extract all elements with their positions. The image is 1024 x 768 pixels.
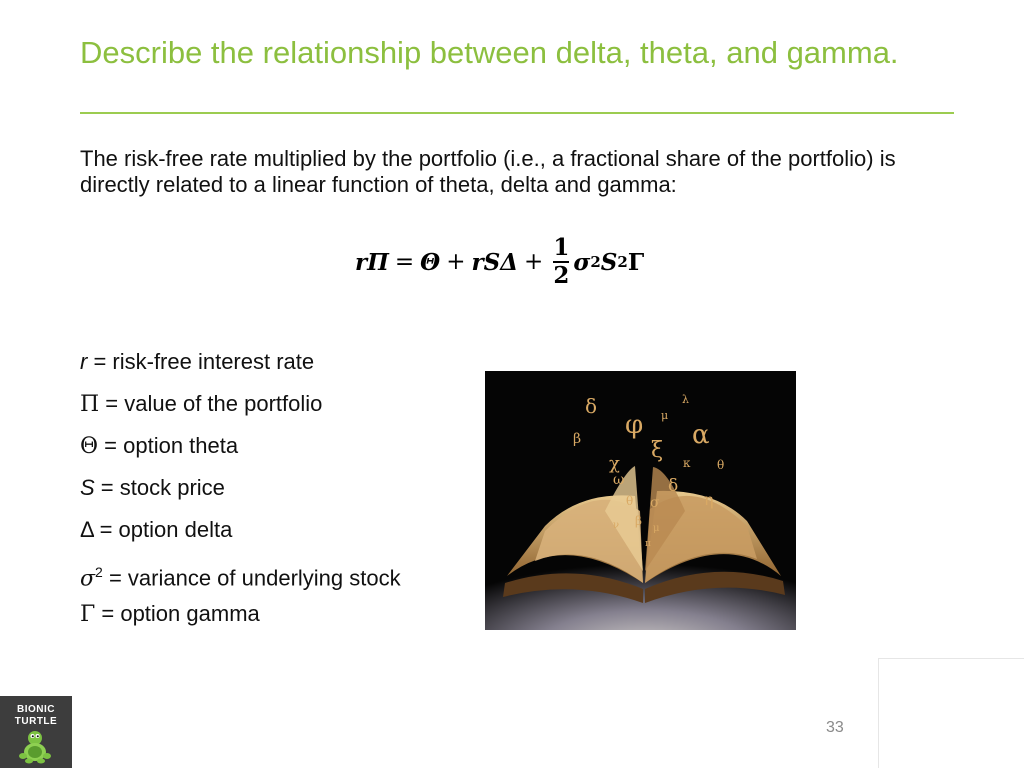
definition-symbol: Δ bbox=[80, 517, 94, 542]
definition-symbol: Γ bbox=[80, 602, 96, 627]
intro-paragraph: The risk-free rate multiplied by the portfolio (i.e., a fractional share of the portfolio) is directly related to a linear function of theta, delta and gamma: bbox=[80, 146, 896, 197]
equation-sigma-exponent: 2 bbox=[590, 253, 601, 271]
equation-plus-1: + bbox=[446, 249, 466, 275]
definition-item bbox=[80, 554, 401, 596]
greek-glyph: η bbox=[704, 490, 714, 509]
greek-glyph: φ bbox=[625, 410, 644, 440]
definition-text: = variance of underlying stock bbox=[102, 565, 401, 591]
definition-text: = stock price bbox=[94, 475, 225, 500]
equation bbox=[355, 226, 644, 298]
logo-line-1: BIONIC bbox=[17, 704, 55, 715]
greek-glyph: δ bbox=[585, 394, 598, 418]
book-photo bbox=[485, 371, 796, 630]
greek-glyph: θ bbox=[717, 458, 725, 472]
definition-text: = option delta bbox=[93, 517, 233, 542]
definition-symbol: Π bbox=[80, 392, 100, 417]
definition-list bbox=[80, 344, 401, 638]
equation-plus-2: + bbox=[524, 249, 544, 275]
definition-symbol-exponent: 2 bbox=[95, 564, 103, 580]
greek-glyph: δ bbox=[668, 476, 679, 496]
definition-item bbox=[80, 344, 401, 386]
fraction-numerator: 1 bbox=[553, 234, 570, 261]
definition-item bbox=[80, 596, 401, 638]
definition-text: = risk-free interest rate bbox=[87, 349, 315, 374]
book-illustration bbox=[485, 371, 796, 630]
page-number: 33 bbox=[826, 719, 844, 736]
greek-glyph: μ bbox=[661, 409, 669, 422]
greek-glyph: α bbox=[692, 420, 710, 450]
definition-text: = option theta bbox=[98, 433, 239, 458]
equation-rsdelta: rSΔ bbox=[471, 248, 519, 276]
equation-s-exponent: 2 bbox=[617, 253, 628, 271]
equation-sigma: σ bbox=[573, 248, 591, 276]
logo-text bbox=[0, 704, 72, 728]
greek-glyph: θ bbox=[626, 494, 634, 508]
greek-glyph: κ bbox=[683, 456, 691, 470]
definition-text: = value of the portfolio bbox=[99, 391, 323, 416]
definition-symbol: σ bbox=[80, 566, 96, 592]
greek-glyph: χ bbox=[609, 453, 620, 474]
equation-s: S bbox=[600, 248, 618, 276]
definition-symbol: S bbox=[80, 475, 95, 500]
bionic-turtle-logo bbox=[0, 696, 72, 768]
greek-glyph: μ bbox=[653, 523, 660, 534]
definition-item bbox=[80, 470, 401, 512]
equation-fraction bbox=[553, 235, 569, 289]
greek-glyph: ν bbox=[613, 520, 620, 531]
turtle-icon bbox=[18, 730, 54, 764]
greek-glyph: ξ bbox=[651, 438, 664, 463]
slide-title: Describe the relationship between delta, theta, and gamma. bbox=[80, 35, 899, 70]
greek-glyph: π bbox=[645, 539, 651, 549]
definition-item bbox=[80, 512, 401, 554]
greek-glyph: β bbox=[573, 431, 582, 447]
greek-glyph: β bbox=[635, 514, 642, 528]
definition-item bbox=[80, 428, 401, 470]
definition-symbol: r bbox=[80, 349, 88, 374]
fraction-denominator: 2 bbox=[553, 262, 570, 289]
greek-glyph: ω bbox=[613, 472, 625, 488]
corner-placeholder bbox=[878, 658, 1024, 768]
definition-item bbox=[80, 386, 401, 428]
definition-symbol: Θ bbox=[80, 434, 99, 459]
equation-gamma: Γ bbox=[627, 248, 645, 276]
greek-glyph: σ bbox=[650, 495, 660, 511]
logo-line-2: TURTLE bbox=[14, 716, 58, 727]
greek-glyph: λ bbox=[682, 393, 689, 406]
equation-theta: Θ bbox=[420, 248, 441, 276]
equation-lhs: rΠ bbox=[355, 248, 389, 276]
title-divider bbox=[80, 112, 954, 114]
equation-equals: = bbox=[394, 249, 415, 275]
definition-text: = option gamma bbox=[95, 601, 260, 626]
